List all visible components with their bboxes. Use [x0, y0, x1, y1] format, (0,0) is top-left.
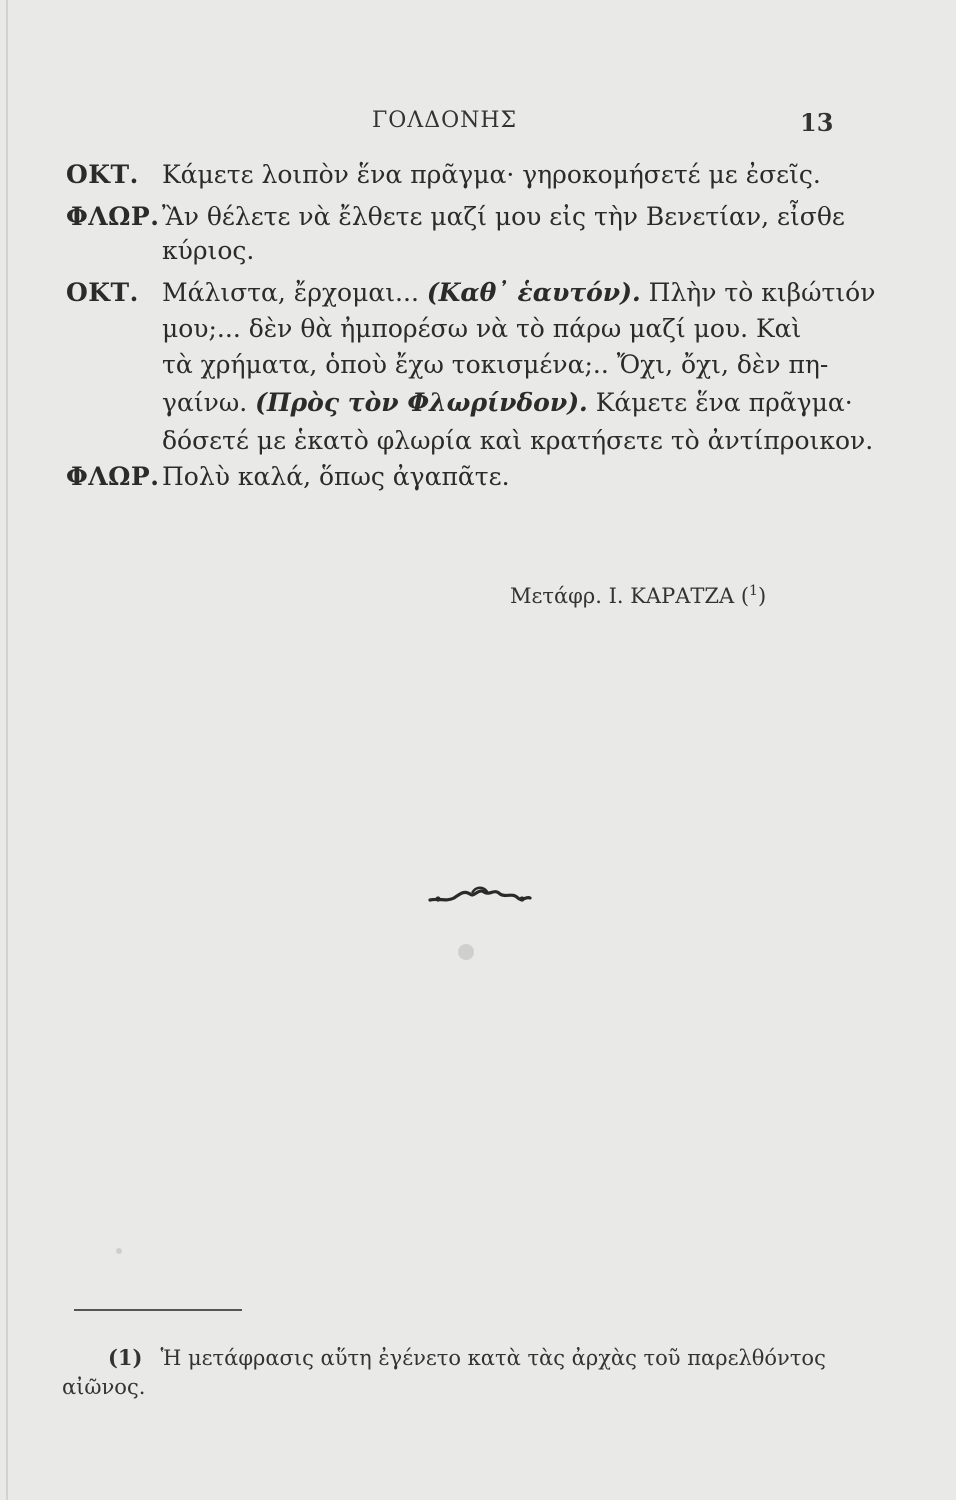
line-text-after: Κάμετε ἕνα πρᾶγμα· [595, 388, 853, 417]
line-text: δόσετέ με ἑκατὸ φλωρία καὶ κρατήσετε τὸ ἀντίπροικον. [162, 426, 874, 455]
paper-spot [458, 944, 474, 960]
footnote-text: Ἡ μετάφρασις αὕτη ἐγένετο κατὰ τὰς ἀρχὰς τοῦ παρελθόντος [160, 1346, 826, 1370]
dialogue-line [162, 424, 873, 458]
line-text: γαίνω. [162, 388, 248, 417]
signature-note-mark: 1 [749, 583, 758, 599]
ornament-flourish-icon [428, 884, 532, 916]
line-text: Κάμετε λοιπὸν ἕνα πρᾶγμα· γηροκομήσετέ με ἐσεῖς. [162, 160, 821, 189]
dialogue-line [162, 386, 853, 420]
dialogue-line [66, 460, 510, 494]
line-text: τὰ χρήματα, ὁποὺ ἔχω τοκισμένα;.. Ὄχι, ὄχι, δὲν πη- [162, 350, 829, 379]
line-text: Ἂν θέλετε νὰ ἔλθετε μαζί μου εἰς τὴν Βενετίαν, εἶσθε [162, 202, 845, 231]
line-text: κύριος. [162, 236, 255, 265]
footnote-rule [74, 1309, 242, 1311]
speaker-label: ΦΛΩΡ. [66, 462, 160, 491]
line-text: μου;... δὲν θὰ ἠμπορέσω νὰ τὸ πάρω μαζί μου. Καὶ [162, 314, 802, 343]
signature-text: Μετάφρ. Ι. ΚΑΡΑΤΖΑ ( [510, 584, 750, 608]
line-text-after: Πλὴν τὸ κιβώτιόν [648, 278, 876, 307]
line-text: Πολὺ καλά, ὅπως ἀγαπᾶτε. [162, 462, 510, 491]
paper-spot [116, 1248, 122, 1254]
speaker-label: ΟΚΤ. [66, 160, 139, 189]
dialogue-line [66, 276, 875, 310]
dialogue-line [66, 158, 821, 192]
speaker-label: ΦΛΩΡ. [66, 202, 160, 231]
dialogue-line [66, 200, 845, 234]
page-header [0, 108, 956, 138]
dialogue-line [162, 348, 828, 382]
translator-signature [510, 583, 766, 608]
dialogue-line [162, 234, 254, 268]
stage-direction: (Καθ᾿ ἑαυτόν). [426, 278, 641, 307]
line-text: Μάλιστα, ἔρχομαι... [162, 278, 419, 307]
page-gutter [6, 0, 8, 1500]
page-number: 13 [800, 108, 834, 137]
signature-close: ) [757, 584, 767, 608]
footnote-mark: (1) [108, 1345, 143, 1370]
dialogue-line [162, 312, 801, 346]
speaker-label: ΟΚΤ. [66, 278, 139, 307]
running-title: ΓΟΛΔΟΝΗΣ [372, 108, 518, 133]
footnote [108, 1340, 826, 1376]
footnote-continuation: αἰῶνος. [62, 1375, 146, 1399]
stage-direction: (Πρὸς τὸν Φλωρίνδον). [255, 388, 588, 417]
